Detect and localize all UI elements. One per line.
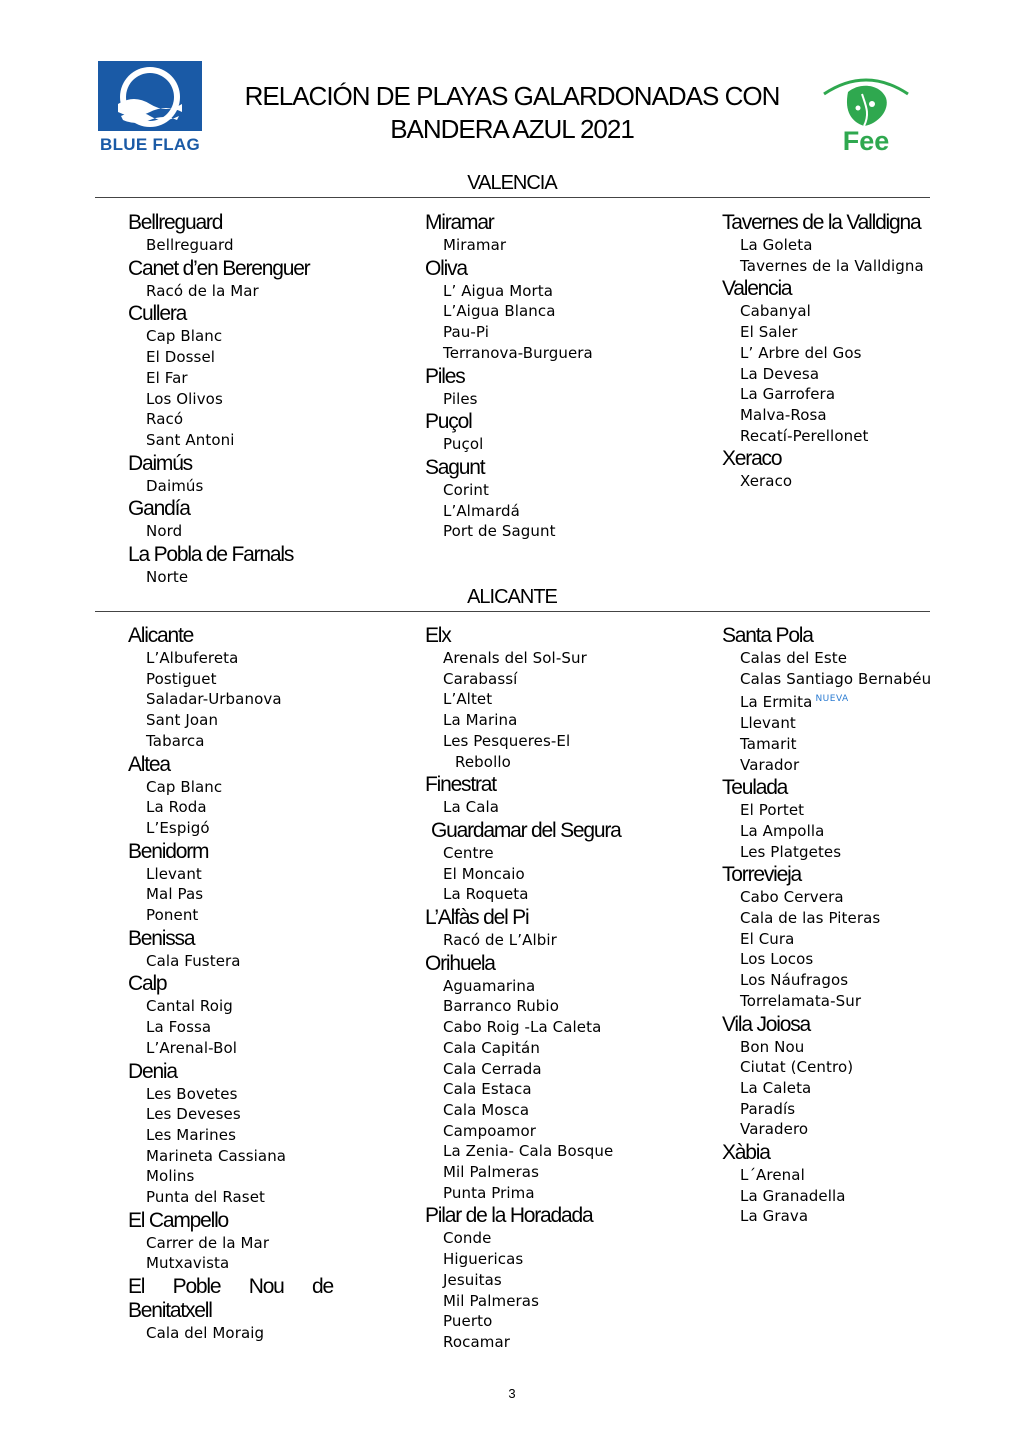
beach-item <box>425 1038 665 1059</box>
beach-item <box>128 326 368 347</box>
beach-name: La Zenia- Cala Bosque <box>443 1142 614 1161</box>
beach-name: Racó <box>146 410 184 429</box>
beach-name: Tabarca <box>146 731 205 750</box>
beach-name: Puerto <box>443 1312 493 1331</box>
beach-name: Barranco Rubio <box>443 997 559 1016</box>
beach-item <box>128 1017 333 1038</box>
beach-name: Cala de las Piteras <box>740 909 881 928</box>
beach-name: Cala Capitán <box>443 1038 540 1057</box>
beach-item <box>425 501 665 522</box>
beach-name: Bon Nou <box>740 1037 805 1056</box>
beach-name: Varadero <box>740 1120 809 1139</box>
beach-name: Norte <box>146 568 189 587</box>
beach-name: Mutxavista <box>146 1254 230 1273</box>
valencia-column-2 <box>425 210 665 542</box>
beach-item <box>425 1079 665 1100</box>
beach-name: Malva-Rosa <box>740 405 827 424</box>
beach-name: Higuericas <box>443 1250 524 1269</box>
valencia-column-1 <box>128 210 368 588</box>
beach-name: Puçol <box>443 435 484 454</box>
title-line-2: BANDERA AZUL 2021 <box>390 114 634 144</box>
municipality-name: Denia <box>128 1059 177 1083</box>
beach-item <box>722 669 937 690</box>
beach-item <box>722 364 937 385</box>
beach-item <box>128 1038 333 1059</box>
beach-name: Cabanyal <box>740 302 811 321</box>
beach-name: Conde <box>443 1229 492 1248</box>
beach-item <box>128 430 368 451</box>
beach-item <box>425 480 665 501</box>
beach-name: Cala Mosca <box>443 1100 530 1119</box>
beach-item <box>722 1099 937 1120</box>
beach-name: Daimús <box>146 476 204 495</box>
beach-name: L’Espigó <box>146 818 210 837</box>
beach-item <box>722 1206 937 1227</box>
beach-name: La Granadella <box>740 1186 846 1205</box>
beach-item <box>128 1125 333 1146</box>
beach-name: El Far <box>146 368 188 387</box>
beach-name: Los Náufragos <box>740 971 849 990</box>
beach-item <box>425 976 665 997</box>
beach-name: Cala Estaca <box>443 1080 532 1099</box>
municipality-name: La Pobla de Farnals <box>128 543 294 567</box>
beach-item <box>722 1037 937 1058</box>
beach-item <box>425 1141 665 1162</box>
beach-name: L’Aigua Blanca <box>443 302 556 321</box>
municipality-name: Miramar <box>425 211 494 234</box>
municipality-name: Vila Joiosa <box>722 1012 810 1036</box>
beach-item <box>425 434 665 455</box>
beach-name: Bellreguard <box>146 236 234 254</box>
municipality-name: Gandía <box>128 497 190 521</box>
beach-item <box>128 710 333 731</box>
municipality-name: Xeraco <box>722 447 782 471</box>
blue-flag-text: BLUE FLAG <box>100 135 200 154</box>
beach-name: Mal Pas <box>146 885 204 904</box>
blue-flag-logo <box>97 60 203 156</box>
beach-item <box>425 1017 665 1038</box>
beach-name: Molins <box>146 1167 195 1186</box>
beach-item <box>128 368 368 389</box>
beach-item <box>128 1104 333 1125</box>
beach-item <box>722 689 937 713</box>
section-divider <box>95 197 930 198</box>
beach-item <box>722 1078 937 1099</box>
beach-name: La Grava <box>740 1207 809 1226</box>
beach-name: Arenals del Sol-Sur <box>443 649 587 667</box>
beach-name: Xeraco <box>740 472 793 491</box>
beach-name: Los Olivos <box>146 389 223 408</box>
beach-item <box>425 864 665 885</box>
beach-name: Les Marines <box>146 1125 237 1144</box>
beach-name: Calas del Este <box>740 649 848 667</box>
municipality-name: L’Alfàs del Pi <box>425 906 529 930</box>
beach-item <box>722 800 937 821</box>
beach-name: Aguamarina <box>443 976 536 995</box>
beach-name: Ciutat (Centro) <box>740 1058 854 1077</box>
title-line-1: RELACIÓN DE PLAYAS GALARDONADAS CON <box>244 81 780 111</box>
beach-item <box>722 821 937 842</box>
beach-item <box>722 301 937 322</box>
beach-item <box>128 235 368 256</box>
beach-item <box>722 384 937 405</box>
beach-item <box>128 689 333 710</box>
beach-item <box>425 884 665 905</box>
beach-name: La Caleta <box>740 1078 812 1097</box>
beach-name: Llevant <box>146 864 202 883</box>
municipality-name: Sagunt <box>425 455 485 479</box>
beach-item <box>128 818 333 839</box>
beach-name: Centre <box>443 843 494 862</box>
section-divider <box>95 611 930 612</box>
beach-item <box>722 970 937 991</box>
beach-name: Les Deveses <box>146 1105 241 1124</box>
municipality-name: Santa Pola <box>722 624 813 647</box>
beach-name: El Dossel <box>146 348 216 367</box>
municipality-name: Valencia <box>722 277 792 301</box>
beach-item <box>128 521 368 542</box>
beach-name: Les Bovetes <box>146 1084 238 1103</box>
beach-item <box>722 949 937 970</box>
alicante-column-1 <box>128 623 333 1344</box>
beach-item <box>722 755 937 776</box>
beach-item <box>425 930 665 951</box>
municipality-name: Pilar de la Horadada <box>425 1204 593 1228</box>
beach-name: Sant Joan <box>146 711 219 730</box>
municipality-name: Puçol <box>425 410 472 434</box>
beach-item <box>425 1183 665 1204</box>
municipality-name: Canet d’en Berenguer <box>128 256 310 280</box>
beach-name: Terranova-Burguera <box>443 343 593 362</box>
beach-item <box>722 1057 937 1078</box>
beach-item <box>425 1332 665 1353</box>
beach-name: Tamarit <box>740 734 797 753</box>
beach-item <box>722 322 937 343</box>
beach-name: Tavernes de la Valldigna <box>740 256 924 275</box>
beach-item <box>425 521 665 542</box>
beach-name: La Roqueta <box>443 885 529 904</box>
beach-name: Saladar-Urbanova <box>146 690 282 709</box>
beach-item <box>425 1249 665 1270</box>
beach-item <box>425 1291 665 1312</box>
beach-name: Cantal Roig <box>146 997 233 1016</box>
beach-item <box>722 405 937 426</box>
municipality-name: Xàbia <box>722 1141 770 1165</box>
beach-item <box>722 842 937 863</box>
beach-name: Les Pesqueres-El <box>443 731 571 750</box>
beach-name: Mil Palmeras <box>443 1291 539 1310</box>
beach-name: La Devesa <box>740 364 820 383</box>
beach-name: Nord <box>146 522 183 541</box>
beach-item <box>128 1187 333 1208</box>
beach-item <box>128 1253 333 1274</box>
beach-item <box>722 256 937 277</box>
beach-name: Punta del Raset <box>146 1188 266 1207</box>
beach-name: L´Arenal <box>740 1166 805 1185</box>
beach-name: El Portet <box>740 801 805 820</box>
beach-name: Cala del Moraig <box>146 1324 265 1343</box>
section-title-alicante: ALICANTE <box>467 586 557 608</box>
beach-name: Paradís <box>740 1099 796 1118</box>
beach-item <box>425 301 665 322</box>
municipality-name: Tavernes de la Valldigna <box>722 211 921 234</box>
beach-name: Torrelamata-Sur <box>740 991 862 1010</box>
beach-name: Marineta Cassiana <box>146 1146 287 1165</box>
beach-item <box>722 1119 937 1140</box>
beach-name: La Goleta <box>740 236 813 254</box>
beach-item <box>128 731 333 752</box>
beach-item <box>425 710 665 731</box>
beach-name: Carabassí <box>443 669 518 688</box>
beach-item <box>425 689 665 710</box>
beach-name: Racó de L’Albir <box>443 931 557 950</box>
beach-name: Varador <box>740 755 800 774</box>
beach-item <box>425 1228 665 1249</box>
beach-name: Corint <box>443 480 489 499</box>
new-badge: NUEVA <box>815 694 849 705</box>
beach-name: Cala Fustera <box>146 951 241 970</box>
beach-item <box>128 476 368 497</box>
beach-item <box>128 567 368 588</box>
beach-name: Cabo Cervera <box>740 888 844 907</box>
beach-name: L’Albufereta <box>146 649 239 667</box>
beach-name: Jesuitas <box>443 1270 502 1289</box>
municipality-name: Elx <box>425 624 451 647</box>
beach-item <box>425 797 665 818</box>
beach-item <box>425 996 665 1017</box>
beach-name: La Ermita <box>740 693 813 712</box>
beach-item <box>722 908 937 929</box>
beach-item <box>128 864 333 885</box>
municipality-name: Calp <box>128 972 167 996</box>
beach-name: Calas Santiago Bernabéu <box>740 669 932 688</box>
beach-name: La Cala <box>443 798 500 817</box>
beach-item <box>722 991 937 1012</box>
valencia-column-3 <box>722 210 937 492</box>
municipality-name: Piles <box>425 364 465 388</box>
beach-name: El Cura <box>740 929 795 948</box>
beach-name: La Garrofera <box>740 385 836 404</box>
beach-name: La Ampolla <box>740 821 825 840</box>
beach-name: L’ Arbre del Gos <box>740 343 862 362</box>
beach-item <box>128 281 368 302</box>
beach-item <box>425 1100 665 1121</box>
beach-item <box>128 777 333 798</box>
beach-name: Cabo Roig -La Caleta <box>443 1018 602 1037</box>
beach-item <box>722 343 937 364</box>
page-title <box>200 80 824 146</box>
beach-item <box>128 409 368 430</box>
adeac-fee-logo <box>818 72 914 160</box>
beach-item <box>722 471 937 492</box>
beach-item <box>128 1233 333 1254</box>
beach-item <box>425 322 665 343</box>
beach-item <box>722 1165 937 1186</box>
beach-name: Ponent <box>146 906 199 925</box>
beach-name: El Moncaio <box>443 864 525 883</box>
beach-name: La Roda <box>146 798 207 817</box>
beach-item <box>425 389 665 410</box>
beach-item <box>722 426 937 447</box>
beach-item <box>128 1166 333 1187</box>
beach-name: Rocamar <box>443 1332 511 1351</box>
beach-item <box>722 235 937 256</box>
beach-name: Pau-Pi <box>443 323 489 342</box>
municipality-name: Finestrat <box>425 773 496 797</box>
beach-item <box>425 235 665 256</box>
beach-name: L’Arenal-Bol <box>146 1038 238 1057</box>
beach-item <box>425 731 665 752</box>
beach-item <box>425 1311 665 1332</box>
beach-item <box>425 1059 665 1080</box>
beach-item <box>425 1121 665 1142</box>
beach-item <box>128 996 333 1017</box>
municipality-name: Benissa <box>128 926 195 950</box>
beach-item <box>128 797 333 818</box>
municipality-name: El Poble Nou de Benitatxell <box>128 1275 333 1323</box>
beach-name: Les Platgetes <box>740 842 842 861</box>
municipality-name: Teulada <box>722 776 788 800</box>
beach-item <box>128 1146 333 1167</box>
beach-name: Mil Palmeras <box>443 1163 539 1182</box>
municipality-name: Bellreguard <box>128 211 223 234</box>
beach-item <box>128 347 368 368</box>
beach-name: Carrer de la Mar <box>146 1233 270 1252</box>
municipality-name: Altea <box>128 752 170 776</box>
beach-name: Cap Blanc <box>146 327 223 346</box>
beach-item <box>425 1270 665 1291</box>
beach-item <box>425 648 665 669</box>
beach-name: El Saler <box>740 323 798 342</box>
beach-name: Cala Cerrada <box>443 1059 542 1078</box>
municipality-name: Cullera <box>128 302 187 326</box>
beach-name: Postiguet <box>146 669 217 688</box>
beach-item <box>128 648 333 669</box>
beach-item <box>128 951 333 972</box>
beach-name: Miramar <box>443 236 507 254</box>
beach-item <box>425 281 665 302</box>
beach-name: L’Altet <box>443 690 493 709</box>
beach-item <box>722 713 937 734</box>
fee-text: Fee <box>842 126 890 156</box>
municipality-name: Daimús <box>128 451 192 475</box>
alicante-column-2 <box>425 623 665 1353</box>
municipality-name: Oliva <box>425 256 467 280</box>
beach-name: Campoamor <box>443 1121 537 1140</box>
municipality-name: Orihuela <box>425 951 495 975</box>
municipality-name: Torrevieja <box>722 863 802 887</box>
beach-item <box>128 1323 333 1344</box>
municipality-name: Benidorm <box>128 839 209 863</box>
beach-item <box>722 1186 937 1207</box>
beach-item <box>425 843 665 864</box>
beach-item <box>425 343 665 364</box>
beach-name: La Fossa <box>146 1018 212 1037</box>
beach-name: Rebollo <box>455 752 511 771</box>
beach-name: L’ Aigua Morta <box>443 281 554 300</box>
beach-item <box>722 887 937 908</box>
beach-item <box>722 929 937 950</box>
beach-item <box>722 734 937 755</box>
beach-item <box>425 1162 665 1183</box>
beach-item <box>425 669 665 690</box>
beach-name: Llevant <box>740 714 796 733</box>
beach-name: Port de Sagunt <box>443 522 556 541</box>
section-title-valencia: VALENCIA <box>467 172 557 194</box>
beach-name: Recatí-Perellonet <box>740 426 869 445</box>
beach-name: La Marina <box>443 711 518 730</box>
beach-name: Punta Prima <box>443 1183 535 1202</box>
beach-item <box>128 905 333 926</box>
alicante-column-3 <box>722 623 937 1227</box>
beach-name: Cap Blanc <box>146 777 223 796</box>
municipality-name: Alicante <box>128 624 194 647</box>
beach-name: Racó de la Mar <box>146 281 259 300</box>
beach-name: Piles <box>443 389 478 408</box>
beach-name: Los Locos <box>740 950 814 969</box>
beach-item <box>722 648 937 669</box>
beach-item <box>128 669 333 690</box>
municipality-name: El Campello <box>128 1208 229 1232</box>
page-number: 3 <box>508 1386 516 1401</box>
beach-item <box>128 389 368 410</box>
beach-name: Sant Antoni <box>146 430 235 449</box>
beach-item <box>128 884 333 905</box>
beach-item <box>128 1084 333 1105</box>
beach-item <box>425 752 665 773</box>
beach-name: L’Almardá <box>443 501 520 520</box>
municipality-name: Guardamar del Segura <box>431 818 621 842</box>
